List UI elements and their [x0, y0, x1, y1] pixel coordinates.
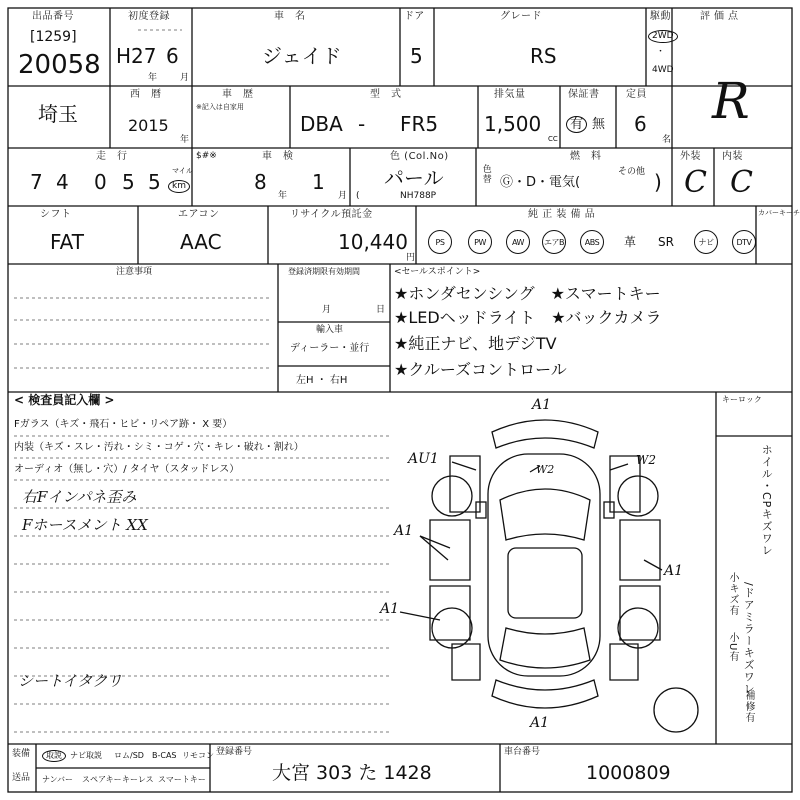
- footer-item-manual: 取説: [42, 750, 66, 762]
- plate-label: 登録番号: [216, 747, 253, 757]
- first-reg-era: H27: [116, 44, 157, 68]
- type-dash: -: [358, 112, 366, 136]
- damage-mark: A1: [380, 601, 400, 617]
- drive-2wd: 2WD: [648, 30, 678, 43]
- first-reg-month: 6: [166, 44, 179, 68]
- handwritten-note: Fホースメント XX: [22, 516, 148, 534]
- sales-point: ★ホンダセンシング ★スマートキー: [394, 284, 661, 303]
- side-note-wheel: ホイル・CPキズワレ: [760, 444, 774, 557]
- grade-label: グレード: [500, 11, 542, 22]
- type-prefix: DBA: [300, 112, 343, 136]
- warranty-label: 保証書: [568, 89, 600, 100]
- type-label: 型 式: [370, 89, 402, 100]
- first-reg-label: 初度登録: [128, 11, 170, 22]
- inspection-month-unit: 月: [338, 191, 348, 201]
- damage-mark: A1: [394, 523, 414, 539]
- footer-item-smart-key: スマートキー: [158, 775, 206, 784]
- chassis-label: 車台番号: [504, 747, 541, 757]
- footer-item-spare-key: スペアキー: [82, 775, 122, 784]
- door-count: 5: [410, 44, 423, 68]
- ac-label: エアコン: [178, 209, 220, 220]
- color-value: パール: [384, 166, 444, 190]
- color-number: NH788P: [400, 191, 437, 201]
- equipment-navi-badge: ナビ: [694, 230, 718, 254]
- chassis-number: 1000809: [586, 762, 671, 784]
- footer-item-remote: リモコン: [182, 751, 214, 760]
- history-label: 車 歴: [222, 89, 254, 100]
- drive-4wd: 4WD: [652, 65, 674, 75]
- capacity-value: 6: [634, 112, 647, 136]
- chain-label: カバーキーチ: [758, 209, 800, 217]
- damage-mark: W2: [636, 453, 656, 467]
- handwritten-note: 右Fインパネ歪み: [22, 488, 137, 506]
- steering-side: 左H ・ 右H: [296, 375, 348, 386]
- first-reg-month-unit: 月: [180, 73, 190, 83]
- damage-mark: A1: [532, 397, 552, 413]
- inspection-line-audio: オーディオ（無し・穴）/ タイヤ（スタッドレス）: [14, 464, 240, 475]
- interior-grade: C: [730, 165, 753, 200]
- caution-label: 注意事項: [116, 267, 153, 277]
- inspection-year: 8: [254, 170, 267, 194]
- exterior-grade: C: [684, 165, 707, 200]
- sales-point: ★クルーズコントロール: [394, 360, 567, 379]
- ac-value: AAC: [180, 230, 222, 254]
- inspection-line-glass: Fガラス（キズ・飛石・ヒビ・リペア跡・ X 要）: [14, 419, 233, 430]
- equipment-ps-badge: PS: [428, 230, 452, 254]
- side-note-repair: 補修有: [743, 690, 754, 723]
- footer-equip-label: 装備: [12, 749, 31, 759]
- fuel-options: Ⓖ・D・電気(: [500, 175, 581, 190]
- cc-unit: CC: [548, 135, 558, 143]
- footer-item-plate: ナンバー: [42, 775, 74, 784]
- footer-item-keyless: キーレス: [122, 775, 154, 784]
- equipment-pw-badge: PW: [468, 230, 492, 254]
- exterior-label: 外装: [680, 151, 701, 162]
- capacity-label: 定員: [626, 89, 647, 100]
- drive-label: 駆動: [650, 11, 671, 22]
- first-reg-year-unit: 年: [148, 73, 158, 83]
- rating-label: 評価点: [700, 11, 742, 22]
- model-label: 車 名: [274, 11, 306, 22]
- side-note-small-scratch: 小キズ有: [727, 572, 738, 616]
- mileage-unit-km: km: [168, 180, 190, 193]
- equipment-leather: 革: [624, 235, 637, 249]
- footer-item-bcas: B-CAS: [152, 751, 177, 760]
- mileage-digit: 0: [94, 170, 107, 194]
- region: 埼玉: [38, 102, 78, 126]
- warranty-yes: 有: [566, 116, 587, 133]
- side-note-small-dent: 小U有: [727, 632, 738, 663]
- damage-mark: A1: [530, 715, 550, 731]
- drive-separator: ・: [656, 47, 666, 57]
- shift-label: シフト: [40, 209, 72, 220]
- warranty-no: 無: [592, 117, 606, 132]
- side-note-mirror: /ドアミラーキズワレ: [742, 582, 756, 695]
- mileage-unit-mile: マイル: [172, 167, 193, 175]
- lot-number: 20058: [18, 50, 101, 80]
- color-open-paren: (: [356, 191, 360, 201]
- plate-number: 大宮 303 た 1428: [272, 762, 432, 784]
- model-name: ジェイド: [262, 44, 342, 68]
- lot-code: [1259]: [30, 29, 77, 45]
- mileage-digit: 4: [56, 170, 69, 194]
- mileage-digit: 7: [30, 170, 43, 194]
- footer-item-navi-manual: ナビ取説: [70, 751, 102, 760]
- handwritten-note: シートイタクリ: [18, 672, 123, 690]
- door-label: ドア: [404, 11, 425, 22]
- displacement-value: 1,500: [484, 112, 542, 136]
- history-note: ※記入は自家用: [196, 103, 244, 111]
- inspection-title: < 検査員記入欄 >: [14, 393, 115, 407]
- shift-value: FAT: [50, 230, 85, 254]
- grade-value: RS: [530, 44, 557, 68]
- capacity-unit: 名: [662, 135, 672, 145]
- equipment-sunroof: SR: [658, 235, 674, 249]
- type-code: FR5: [400, 112, 439, 136]
- interior-label: 内装: [722, 151, 743, 162]
- import-label: 輸入車: [316, 325, 344, 335]
- equipment-airbag-badge: エアB: [542, 230, 566, 254]
- year-value: 2015: [128, 116, 169, 135]
- lot-label: 出品番号: [32, 11, 74, 22]
- color-label: 色 (Col.No): [390, 151, 449, 162]
- year-unit: 年: [180, 135, 190, 145]
- equipment-dtv-badge: DTV: [732, 230, 756, 254]
- footer-item-rom: ロム/SD: [114, 751, 144, 760]
- dealer-parallel: ディーラー・並行: [290, 343, 370, 354]
- footer-equip-label-2: 送品: [12, 773, 31, 783]
- mileage-digit: 5: [122, 170, 135, 194]
- fuel-other: その他: [618, 167, 646, 177]
- recycle-label: リサイクル預託金: [290, 209, 373, 220]
- sales-point: ★LEDヘッドライト ★バックカメラ: [394, 308, 662, 327]
- inspection-month: 1: [312, 170, 325, 194]
- sales-point: ★純正ナビ、地デジTV: [394, 334, 557, 353]
- damage-mark: A1: [664, 563, 684, 579]
- displacement-label: 排気量: [494, 89, 526, 100]
- reg-day-unit: 日: [376, 305, 386, 315]
- fuel-label: 燃 料: [570, 151, 602, 162]
- inspection-year-unit: 年: [278, 191, 288, 201]
- sales-points-label: <セールスポイント>: [394, 267, 481, 277]
- yen-unit: 円: [406, 253, 416, 263]
- reg-valid-label: 登録済期限有効期間: [288, 267, 360, 276]
- equipment-aw-badge: AW: [506, 230, 530, 254]
- year-label: 西 暦: [130, 89, 162, 100]
- mileage-digit: 5: [148, 170, 161, 194]
- mileage-flag: $#※: [196, 151, 217, 161]
- inspection-label: 車 検: [262, 151, 294, 162]
- fuel-close-paren: ): [654, 170, 662, 194]
- equipment-abs-badge: ABS: [580, 230, 604, 254]
- recycle-value: 10,440: [338, 230, 408, 254]
- color-kind-label: 色替: [480, 164, 491, 184]
- rating-value: R: [712, 72, 750, 130]
- mileage-label: 走 行: [96, 151, 128, 162]
- damage-mark: AU1: [408, 451, 439, 467]
- key-lock-label: キーロック: [722, 395, 762, 404]
- equipment-label: 純 正 装 備 品: [528, 209, 596, 220]
- reg-month-unit: 月: [322, 305, 332, 315]
- inspection-line-interior: 内装（キズ・スレ・汚れ・シミ・コゲ・穴・キレ・破れ・割れ）: [14, 442, 304, 453]
- damage-mark: W2: [536, 463, 555, 476]
